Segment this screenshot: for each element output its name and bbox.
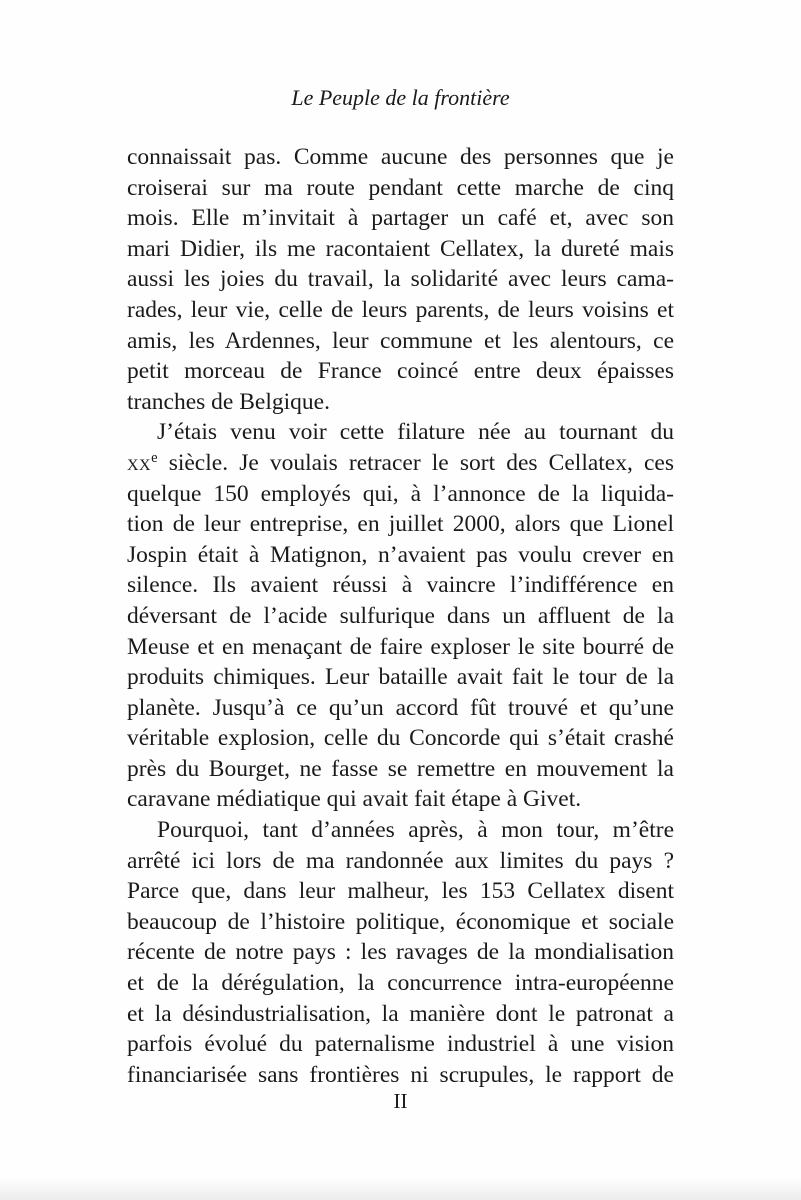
text-line-rest: siècle. Je voulais retracer le sort des Cellatex, ces — [157, 449, 674, 476]
text-line: véritable explosion, celle du Concorde qui s’était crashé — [127, 725, 674, 752]
text-line: financiarisée sans frontières ni scrupules, le rapport de — [127, 1061, 674, 1088]
text-line: déversant de l’acide sulfurique dans un affluent de la — [127, 602, 674, 629]
text-line: silence. Ils avaient réussi à vaincre l’indifférence en — [127, 572, 674, 599]
text-line: quelque 150 employés qui, à l’annonce de la liquida- — [127, 480, 674, 507]
text-line: mari Didier, ils me racontaient Cellatex, la dureté mais — [127, 235, 674, 262]
text-line: tion de leur entreprise, en juillet 2000, alors que Lionel — [127, 511, 674, 538]
text-line: croiserai sur ma route pendant cette marche de cinq — [127, 174, 674, 201]
text-line: beaucoup de l’histoire politique, économique et sociale — [127, 908, 674, 935]
century-suffix: e — [151, 449, 158, 466]
page-number: II — [393, 1089, 408, 1113]
body-text — [127, 142, 674, 1090]
text-line: parfois évolué du paternalisme industriel à une vision — [127, 1031, 674, 1058]
text-line: J’étais venu voir cette filature née au tournant du — [157, 419, 674, 446]
text-line: arrêté ici lors de ma randonnée aux limites du pays ? — [127, 847, 674, 874]
text-line: mois. Elle m’invitait à partager un café et, avec son — [127, 205, 674, 232]
text-line: rades, leur vie, celle de leurs parents, de leurs voisins et — [127, 296, 674, 323]
text-line: aussi les joies du travail, la solidarité avec leurs cama- — [127, 266, 674, 293]
text-line: récente de notre pays : les ravages de la mondialisation — [127, 939, 674, 966]
text-line: Jospin était à Matignon, n’avaient pas voulu crever en — [127, 541, 674, 568]
text-line: planète. Jusqu’à ce qu’un accord fût trouvé et qu’une — [127, 694, 674, 721]
text-line: tranches de Belgique. — [127, 388, 330, 415]
text-line: et la désindustrialisation, la manière dont le patronat a — [127, 1000, 674, 1027]
text-line: produits chimiques. Leur bataille avait fait le tour de la — [127, 664, 674, 691]
page-edge-shadow — [0, 1178, 801, 1200]
text-line: petit morceau de France coincé entre deux épaisses — [127, 358, 674, 385]
text-line: Parce que, dans leur malheur, les 153 Cellatex disent — [127, 878, 674, 905]
text-line: caravane médiatique qui avait fait étape à Givet. — [127, 786, 582, 813]
text-line: connaissait pas. Comme aucune des personnes que je — [127, 144, 674, 170]
century-numeral: xx — [127, 449, 152, 476]
text-line: Pourquoi, tant d’années après, à mon tour, m’être — [157, 817, 674, 844]
running-head: Le Peuple de la frontière — [291, 85, 510, 110]
text-line: et de la dérégulation, la concurrence intra-européenne — [127, 970, 674, 997]
text-line: Meuse et en menaçant de faire exploser le site bourré de — [127, 633, 674, 660]
text-line: près du Bourget, ne fasse se remettre en mouvement la — [127, 755, 674, 782]
text-line: amis, les Ardennes, leur commune et les alentours, ce — [127, 327, 674, 354]
text-line — [127, 448, 674, 479]
